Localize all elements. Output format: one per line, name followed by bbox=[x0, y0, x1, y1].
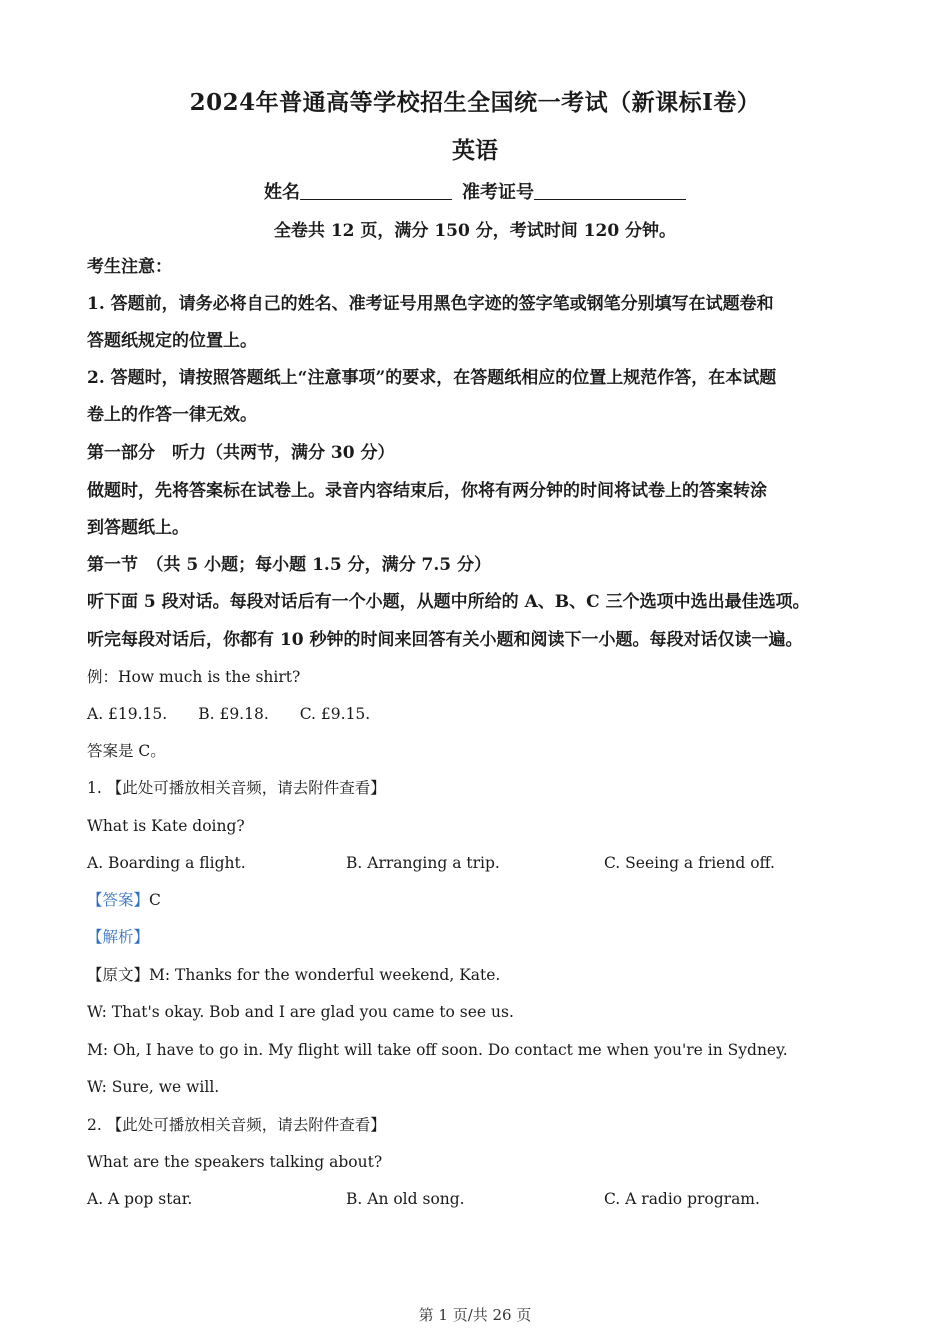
section1-line2: 听完每段对话后，你都有 10 秒钟的时间来回答有关小题和阅读下一小题。每段对话仅读一遍。 bbox=[87, 630, 803, 650]
q2-option-b: B. An old song. bbox=[346, 1190, 465, 1208]
q1-transcript-line3: M: Oh, I have to go in. My flight will take off soon. Do contact me when you're in Sydney. bbox=[87, 1041, 788, 1059]
part1-heading: 第一部分 听力（共两节，满分 30 分） bbox=[87, 443, 395, 463]
section1-heading: 第一节 （共 5 小题；每小题 1.5 分，满分 7.5 分） bbox=[87, 555, 491, 575]
transcript-tag: 【原文】 bbox=[87, 966, 150, 984]
example-options: A. £19.15. B. £9.18. C. £9.15. bbox=[87, 705, 371, 723]
q1-transcript-line1: 【原文】M: Thanks for the wonderful weekend, Kate. bbox=[87, 966, 501, 984]
answer-tag: 【答案】 bbox=[87, 891, 150, 909]
q1-number: 1. 【此处可播放相关音频，请去附件查看】 bbox=[87, 779, 386, 797]
q2-number: 2. 【此处可播放相关音频，请去附件查看】 bbox=[87, 1116, 386, 1134]
q1-question: What is Kate doing? bbox=[87, 817, 245, 835]
notice-item1-line1: 1. 答题前，请务必将自己的姓名、准考证号用黑色字迹的签字笔或钢笔分别填写在试题卷和 bbox=[87, 294, 774, 314]
q1-option-b: B. Arranging a trip. bbox=[346, 854, 500, 872]
notice-item1-line2: 答题纸规定的位置上。 bbox=[87, 331, 257, 351]
exam-summary: 全卷共 12 页，满分 150 分，考试时间 120 分钟。 bbox=[273, 221, 677, 241]
q1-option-a: A. Boarding a flight. bbox=[87, 854, 246, 872]
q2-option-a: A. A pop star. bbox=[87, 1190, 193, 1208]
q2-option-c: C. A radio program. bbox=[604, 1190, 760, 1208]
analysis-tag: 【解析】 bbox=[87, 928, 150, 946]
q1-option-c: C. Seeing a friend off. bbox=[604, 854, 775, 872]
q1-transcript-line2: W: That's okay. Bob and I are glad you came to see us. bbox=[87, 1003, 514, 1021]
example-answer: 答案是 C。 bbox=[87, 742, 166, 760]
id-label: 准考证号 bbox=[462, 182, 534, 203]
q1-transcript-line4: W: Sure, we will. bbox=[87, 1078, 220, 1096]
name-id-row bbox=[0, 178, 950, 204]
part1-instr-line1: 做题时，先将答案标在试卷上。录音内容结束后，你将有两分钟的时间将试卷上的答案转涂 bbox=[87, 481, 767, 501]
page-number: 第 1 页/共 26 页 bbox=[418, 1306, 532, 1324]
part1-instr-line2: 到答题纸上。 bbox=[87, 518, 189, 538]
id-blank bbox=[534, 179, 686, 200]
example-question: 例：How much is the shirt? bbox=[87, 668, 301, 686]
notice-heading: 考生注意： bbox=[87, 257, 172, 277]
name-label: 姓名 bbox=[264, 182, 300, 203]
name-blank bbox=[300, 179, 452, 200]
section1-line1: 听下面 5 段对话。每段对话后有一个小题，从题中所给的 A、B、C 三个选项中选出最佳选项。 bbox=[87, 592, 810, 612]
exam-title: 2024年普通高等学校招生全国统一考试（新课标Ⅰ卷） bbox=[189, 89, 761, 116]
subject-title: 英语 bbox=[452, 137, 498, 164]
q1-answer-row bbox=[87, 889, 161, 911]
q1-answer: C bbox=[149, 891, 161, 909]
notice-item2-line2: 卷上的作答一律无效。 bbox=[87, 405, 257, 425]
q2-question: What are the speakers talking about? bbox=[87, 1153, 383, 1171]
notice-item2-line1: 2. 答题时，请按照答题纸上“注意事项”的要求，在答题纸相应的位置上规范作答，在本试题 bbox=[87, 368, 777, 388]
